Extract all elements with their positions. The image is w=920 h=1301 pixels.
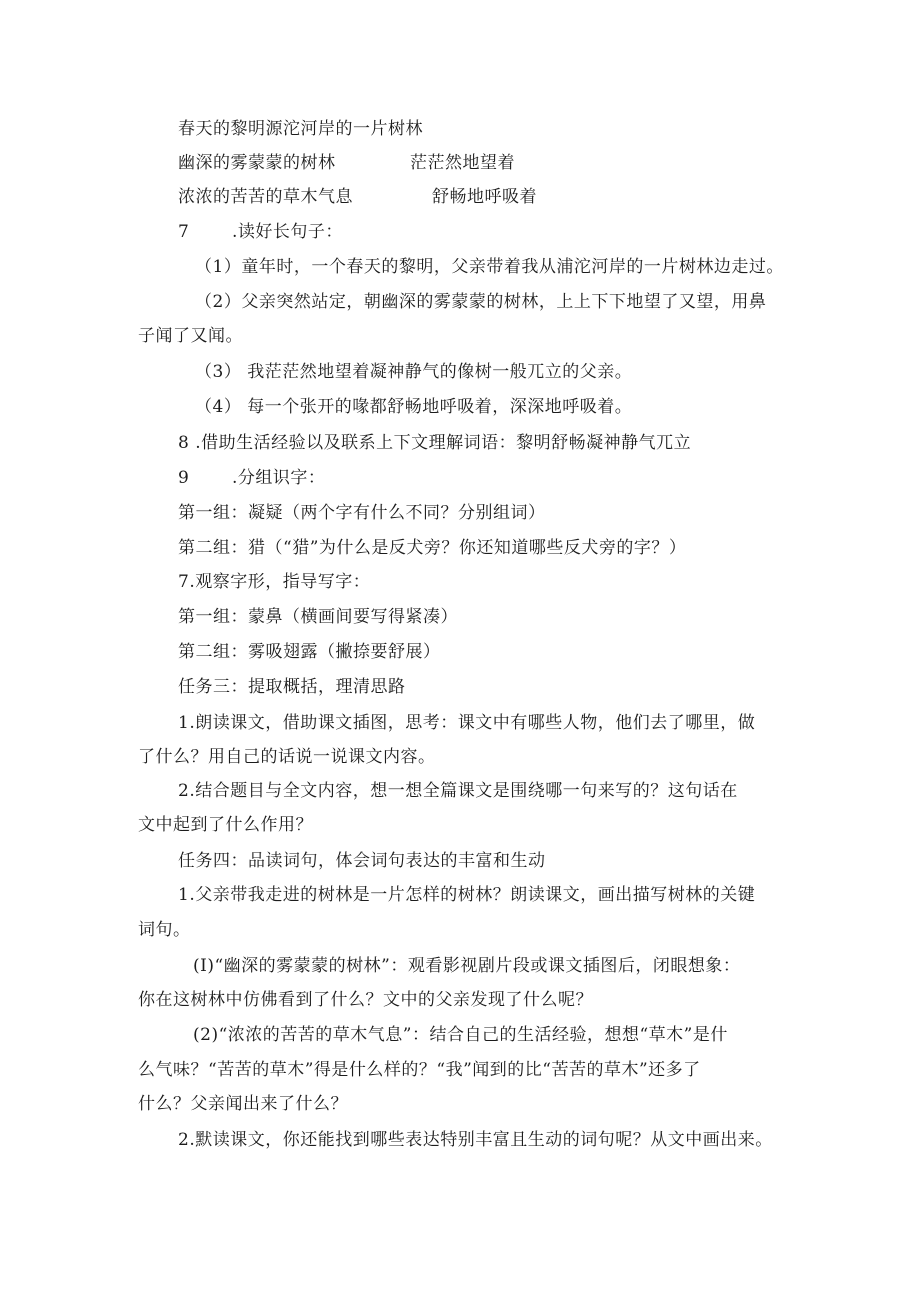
text-line: 子闻了又闻。 [138, 326, 243, 346]
text-line: .分组识字： [232, 468, 326, 488]
text-line: 幽深的雾蒙蒙的树林 [178, 153, 336, 173]
text-line: 7.观察字形，指导写字： [178, 572, 371, 592]
text-line: 2.默读课文，你还能找到哪些表达特别丰富且生动的词句呢？从文中画出来。 [178, 1130, 773, 1150]
text-line: （4） 每一个张开的喙都舒畅地呼吸着，深深地呼吸着。 [195, 397, 633, 417]
text-line: 文中起到了什么作用？ [138, 815, 313, 835]
text-line: 2.结合题目与全文内容，想一想全篇课文是围绕哪一句来写的？这句话在 [178, 781, 738, 801]
text-line: 舒畅地呼吸着 [432, 187, 537, 207]
section-heading: 任务三：提取概括，理清思路 [178, 677, 406, 697]
text-line: 1.父亲带我走进的树林是一片怎样的树林？朗读课文，画出描写树林的关键 [178, 885, 756, 905]
item-number: 7 [178, 222, 190, 242]
text-line: 么气味？“苦苦的草木”得是什么样的？“我”闻到的比“苦苦的草木”还多了 [138, 1060, 701, 1080]
text-line: 第一组：蒙鼻（横画间要写得紧凑） [178, 607, 458, 627]
text-line: (2)“浓浓的苦苦的草木气息”：结合自己的生活经验，想想“草木”是什 [193, 1025, 728, 1045]
text-line: 第二组：猎（“猎”为什么是反犬旁？你还知道哪些反犬旁的字？） [178, 538, 687, 558]
text-line: .读好长句子： [232, 222, 343, 242]
text-line: (I)“幽深的雾蒙蒙的树林”：观看影视剧片段或课文插图后，闭眼想象： [193, 956, 741, 976]
text-line: 第一组：凝疑（两个字有什么不同？分别组词） [178, 503, 546, 523]
text-line: 什么？父亲闻出来了什么？ [138, 1094, 348, 1114]
text-line: 春天的黎明源沱河岸的一片树林 [178, 119, 423, 139]
text-line: （1）童年时，一个春天的黎明，父亲带着我从浦沱河岸的一片树林边走过。 [195, 257, 784, 277]
item-number: 9 [178, 468, 190, 488]
text-line: 词句。 [138, 920, 191, 940]
text-line: 了什么？用自己的话说一说课文内容。 [138, 747, 436, 767]
text-line: 浓浓的苦苦的草木气息 [178, 187, 353, 207]
text-line: 1.朗读课文，借助课文插图，思考：课文中有哪些人物，他们去了哪里，做 [178, 713, 756, 733]
section-heading: 任务四：品读词句，体会词句表达的丰富和生动 [178, 851, 546, 871]
text-line: 茫茫然地望着 [410, 153, 515, 173]
text-line: （2）父亲突然站定，朝幽深的雾蒙蒙的树林，上上下下地望了又望，用鼻 [195, 292, 767, 312]
text-line: 第二组：雾吸翅露（撇捺要舒展） [178, 642, 441, 662]
text-line: （3） 我茫茫然地望着凝神静气的像树一般兀立的父亲。 [195, 362, 633, 382]
text-line: 8 .借助生活经验以及联系上下文理解词语：黎明舒畅凝神静气兀立 [178, 433, 692, 453]
text-line: 你在这树林中仿佛看到了什么？文中的父亲发现了什么呢？ [138, 990, 593, 1010]
